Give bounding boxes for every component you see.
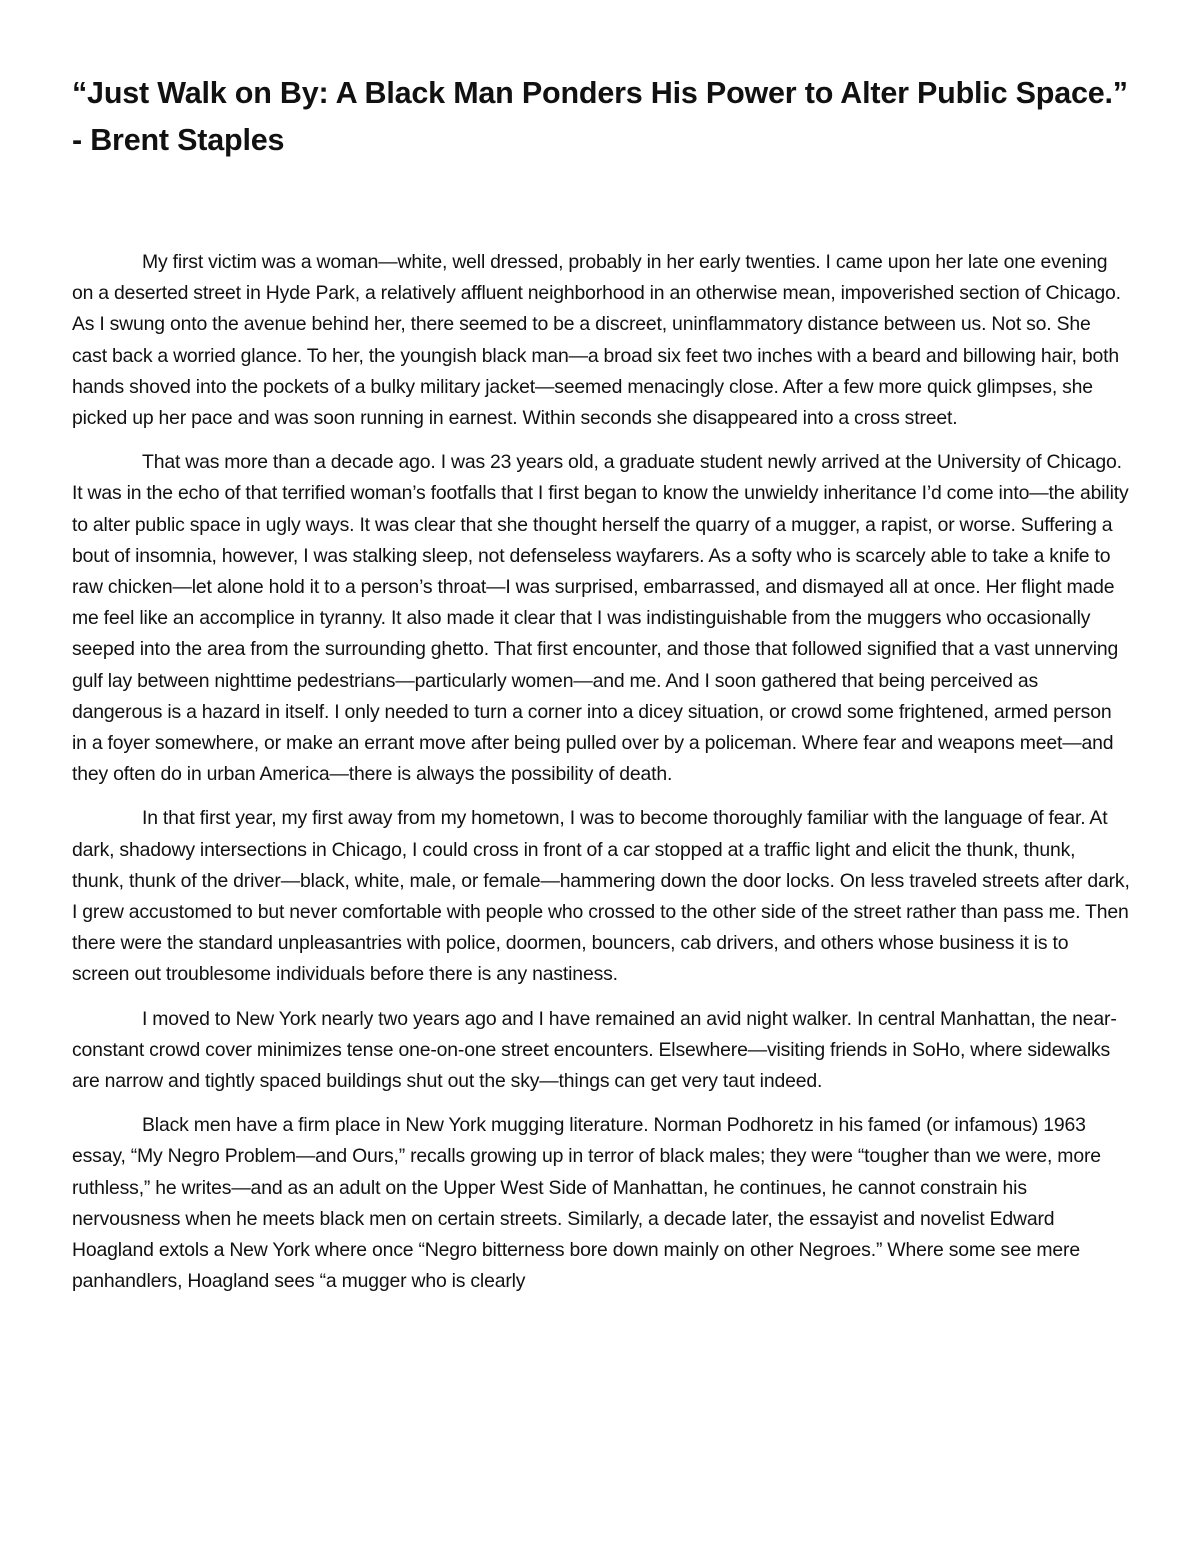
title-line-1: “Just Walk on By: A Black Man Ponders His Power to Alter Public Space.” — [72, 76, 1128, 110]
document-title — [72, 70, 1130, 164]
paragraph-3: In that first year, my first away from my hometown, I was to become thoroughly familiar with the language of fear. At dark, shadowy intersections in Chicago, I could cross in front of a car stopped at a traffic light and elicit the thunk, thunk, thunk, thunk of the driver—black, white, male, or female—hammering down the door locks. On less traveled streets after dark, I grew accustomed to but never comfortable with people who crossed to the other side of the street rather than pass me. Then there were the standard unpleasantries with police, doormen, bouncers, cab drivers, and others whose business it is to screen out troublesome individuals before there is any nastiness. — [72, 807, 1130, 986]
paragraph-5: Black men have a firm place in New York mugging literature. Norman Podhoretz in his famed (or infamous) 1963 essay, “My Negro Problem—and Ours,” recalls growing up in terror of black males; they were “tougher than we were, more ruthless,” he writes—and as an adult on the Upper West Side of Manhattan, he continues, he cannot constrain his nervousness when he meets black men on certain streets. Similarly, a decade later, the essayist and novelist Edward Hoagland extols a New York where once “Negro bitterness bore down mainly on other Negroes.” Where some see mere panhandlers, Hoagland sees “a mugger who is clearly — [72, 1114, 1101, 1293]
document-page — [72, 70, 1130, 1311]
paragraph-2: That was more than a decade ago. I was 23 years old, a graduate student newly arrived at the University of Chicago. It was in the echo of that terrified woman’s footfalls that I first began to know the unwieldy inheritance I’d come into—the ability to alter public space in ugly ways. It was clear that she thought herself the quarry of a mugger, a rapist, or worse. Suffering a bout of insomnia, however, I was stalking sleep, not defenseless wayfarers. As a softy who is scarcely able to take a knife to raw chicken—let alone hold it to a person’s throat—I was surprised, embarrassed, and dismayed all at once. Her flight made me feel like an accomplice in tyranny. It also made it clear that I was indistinguishable from the muggers who occasionally seeped into the area from the surrounding ghetto. That first encounter, and those that followed signified that a vast unnerving gulf lay between nighttime pedestrians—particularly women—and me. And I soon gathered that being perceived as dangerous is a hazard in itself. I only needed to turn a corner into a dicey situation, or crowd some frightened, armed person in a foyer somewhere, or make an errant move after being pulled over by a policeman. Where fear and weapons meet—and they often do in urban America—there is always the possibility of death. — [72, 451, 1129, 786]
document-body — [72, 247, 1130, 1298]
title-line-2: - Brent Staples — [72, 123, 285, 157]
paragraph-1: My first victim was a woman—white, well dressed, probably in her early twenties. I came upon her late one evening on a deserted street in Hyde Park, a relatively affluent neighborhood in an otherwise mean, impoverished section of Chicago. As I swung onto the avenue behind her, there seemed to be a discreet, uninflammatory distance between us. Not so. She cast back a worried glance. To her, the youngish black man—a broad six feet two inches with a beard and billowing hair, both hands shoved into the pockets of a bulky military jacket—seemed menacingly close. After a few more quick glimpses, she picked up her pace and was soon running in earnest. Within seconds she disappeared into a cross street. — [72, 251, 1121, 430]
paragraph-4: I moved to New York nearly two years ago and I have remained an avid night walker. In central Manhattan, the near-constant crowd cover minimizes tense one-on-one street encounters. Elsewhere—visiting friends in SoHo, where sidewalks are narrow and tightly spaced buildings shut out the sky—things can get very taut indeed. — [72, 1007, 1117, 1093]
